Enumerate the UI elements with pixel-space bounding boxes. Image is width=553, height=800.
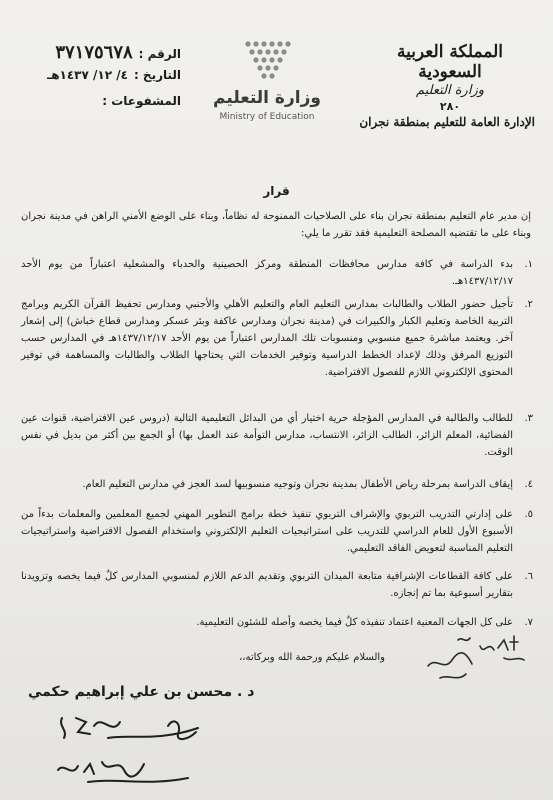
number-value: ٣٧١٧٥٦٧٨ (55, 42, 133, 63)
administration-name: الإدارة العامة للتعليم بمنطقة نجران (359, 115, 535, 129)
item-number: ١. (524, 259, 533, 270)
closing-greeting: والسلام عليكم ورحمة الله وبركاته،، (239, 652, 385, 663)
office-code: ٢٨٠ (439, 100, 461, 113)
logo-arabic-text: وزارة التعليم (213, 88, 321, 108)
date-label: التاريخ : (133, 68, 181, 82)
item-number: ٥. (524, 509, 533, 520)
letter-meta (16, 42, 181, 120)
decision-item (21, 256, 533, 296)
ministry-logo-icon (242, 38, 292, 84)
decision-item (21, 476, 533, 506)
decision-item (21, 568, 533, 614)
attachments-label: المشفوعات : (102, 94, 181, 108)
item-text: إيقاف الدراسة بمرحلة رياض الأطفال بمدينة نجران وتوجيه منسوبيها لسد العجز في مدارس التعليم العام. (82, 479, 513, 490)
date-value: ٤/ ١٢/ ١٤٣٧هـ (47, 68, 128, 82)
item-number: ٦. (524, 571, 533, 582)
signer-name: د . محسن بن علي إبراهيم حكمي (28, 684, 255, 700)
decision-item (21, 296, 533, 410)
item-text: على إدارتي التدريب التربوي والإشراف التربوي تنفيذ خطة برامج التطوير المهني لجميع المعلمين والمعلمات بدءاً من الأسبوع الأول للعام الدراسي للتدريب على استراتيجيات التعليم الإلكتروني واستخدام الفصول الافتراضية واستراتيجيات التعليم المناسبة لتعويض الفاقد التعليمي. (21, 509, 513, 554)
attachments-row (16, 94, 181, 120)
decision-items (21, 256, 533, 638)
handwritten-signature-icon (48, 708, 218, 792)
date-row (16, 68, 181, 94)
decision-item (21, 506, 533, 568)
item-number: ٢. (524, 299, 533, 310)
kingdom-name: المملكة العربية السعودية (396, 42, 504, 82)
ministry-logo (192, 38, 342, 128)
decision-item (21, 410, 533, 476)
item-text: على كافة القطاعات الإشرافية متابعة الميدان التربوي وتقديم الدعم اللازم لمنسوبي المدارس كلٌ فيما يخصه وتزويدنا بتقارير أسبوعية بما تم إنجازه. (21, 571, 513, 599)
ministry-name: وزارة التعليم (415, 83, 485, 98)
item-number: ٤. (524, 479, 533, 490)
document-title: قرار (263, 184, 290, 198)
item-text: على كل الجهات المعنية اعتماد تنفيذه كلٌ فيما يخصه وأصله للشئون التعليمية. (196, 617, 513, 628)
handwritten-initials-icon (418, 626, 538, 690)
number-row (16, 42, 181, 68)
item-number: ٧. (524, 617, 533, 628)
item-text: للطالب والطالبة في المدارس المؤجلة حرية اختيار أي من البدائل التعليمية التالية (دروس عين الافتراضية، قنوات عين الفضائية، المعلم الزائر، الطالب الزائر، الانتساب، مدارس التوأمة عند العمل بها) أو الجمع بين أكثر من بديل في نفس الوقت. (21, 413, 513, 458)
logo-english-text: Ministry of Education (219, 112, 315, 122)
item-number: ٣. (524, 413, 533, 424)
intro-paragraph: إن مدير عام التعليم بمنطقة نجران بناء على الصلاحيات الممنوحة له نظاماً، وبناء على الوضع الأمني الراهن في مدينة نجران وبناء على ما تقتضيه المصلحة التعليمية فقد تقرر ما يلي: (21, 211, 531, 239)
item-text: بدء الدراسة في كافة مدارس محافظات المنطقة ومركز الحصينية والحدباء والمشعلية اعتباراً من يوم الأحد ١٤٣٧/١٢/١٧هـ. (21, 259, 513, 287)
item-text: تأجيل حضور الطلاب والطالبات بمدارس التعليم العام والتعليم الأهلي والأجنبي ومدارس تحفيظ القرآن الكريم وبرامج التربية الخاصة وتعليم الكبار والكبيرات في (مدينة نجران ومدارس عاكفة وبئر عسكر ومدارس قطاع خباش) إلى إشعار آخر. ويعتمد مباشرة جميع منسوبي ومنسوبات تلك المدارس اعتباراً من يوم الأحد ١٤٣٧/١٢/١٧هـ في المدارس حسب التوزيع المرفق وذلك لإعداد الخطط الدراسية وتوفير الخدمات التي يحتاجها الطلاب والطالبات والمساهمة في توفير المحتوى الإلكتروني اللازم للفصول الافتراضية. (21, 299, 514, 378)
number-label: الرقم : (138, 47, 181, 61)
letterhead-right (359, 42, 535, 129)
